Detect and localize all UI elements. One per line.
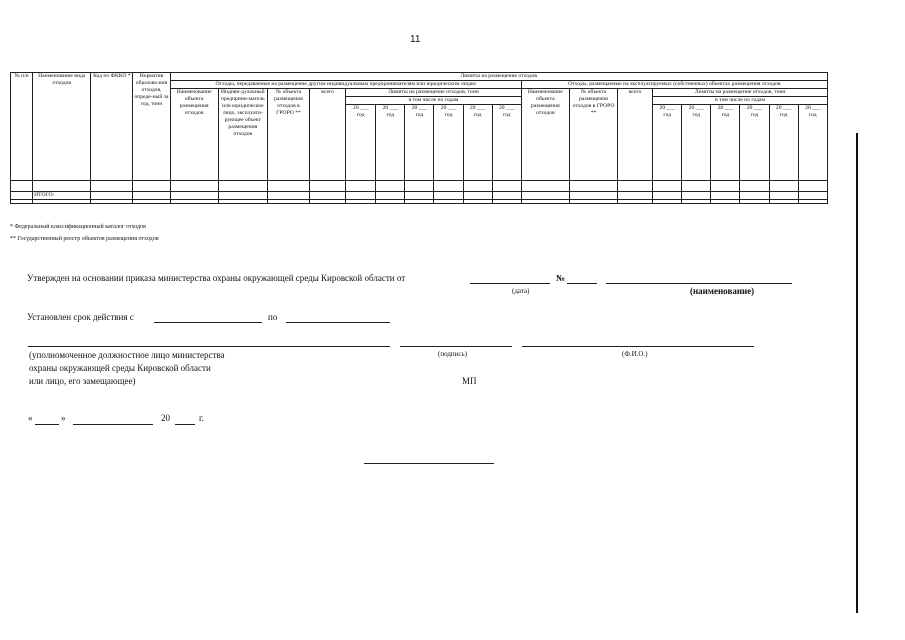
year-label: 20 ___ [659, 104, 675, 111]
year-cell [346, 104, 376, 180]
itogo-label: ИТОГО: [33, 191, 91, 199]
year-label: 20 ___ [746, 104, 763, 111]
year-unit: год [779, 111, 788, 118]
year-cell [492, 104, 521, 180]
col-name-header: Наименование вида отходов [33, 73, 91, 181]
date-caption: (дата) [512, 287, 530, 295]
year-label: 20 ___ [688, 104, 705, 111]
year-label: 20 ___ [411, 104, 428, 111]
year-unit: год [415, 111, 424, 118]
year-label: 20 ___ [382, 104, 398, 111]
waste-limits-table [10, 72, 828, 204]
approval-number-sign: № [556, 273, 566, 283]
year-unit: год [721, 111, 730, 118]
by-years-header-own: в том числе по годам [653, 96, 828, 104]
year-cell [434, 104, 463, 180]
col-code-header: Код по ФККО * [91, 73, 133, 181]
footnote-fkko: * Федеральный классификационный каталог отходов [10, 224, 146, 230]
limits-header: Лимиты на размещение отходов [170, 73, 827, 81]
date-year-suffix: г. [199, 413, 204, 423]
fio-line [522, 346, 754, 347]
date-year-line [175, 424, 195, 425]
page-number: 11 [410, 34, 421, 45]
year-label: 20 ___ [469, 104, 486, 111]
year-cell-own [682, 104, 711, 180]
validity-label: Установлен срок действия с [27, 312, 134, 322]
year-label: 20 ___ [717, 104, 734, 111]
fio-caption: (Ф.И.О.) [622, 350, 648, 358]
total-header-own: всего [618, 88, 653, 180]
year-unit: год [444, 111, 453, 118]
year-cell [376, 104, 405, 180]
table-row [11, 180, 828, 191]
year-unit: год [473, 111, 482, 118]
table-row [11, 199, 828, 203]
year-cell-own [711, 104, 740, 180]
own-objects-header: Отходы, размещаемые на эксплуатируемых (собственных) объектах размещения отходов [521, 80, 827, 88]
year-cell-own [798, 104, 827, 180]
official-line-3: или лицо, его замещающее) [29, 376, 136, 386]
year-unit: год [386, 111, 395, 118]
year-cell-own [653, 104, 682, 180]
end-divider [364, 463, 494, 464]
year-unit: год [809, 111, 817, 118]
object-number-header: № объекта размещения отходов в ГРОРО ** [267, 88, 309, 180]
date-open-quote: « [28, 413, 33, 423]
scan-edge-line [856, 133, 858, 613]
signature-caption: (подпись) [438, 350, 468, 358]
year-label: 20 ___ [775, 104, 792, 111]
year-unit: год [502, 111, 511, 118]
date-year-prefix: 20 [161, 413, 170, 423]
operator-header: Индиви-дуальный предприни-матель или юридическое лицо, эксплуати-рующее объект размещения отходов [218, 88, 267, 180]
year-unit: год [663, 111, 672, 118]
year-label: 20 ___ [440, 104, 457, 111]
limits-tonn-header-own: Лимиты на размещение отходов, тонн [653, 88, 828, 96]
official-line-2: охраны окружающей среды Кировской области [29, 363, 211, 373]
year-unit: год [356, 111, 365, 118]
object-name-header-own: Наименование объекта размещения отходов [521, 88, 569, 180]
year-cell-own [769, 104, 798, 180]
transferred-header: Отходы, передаваемые на размещение другим индивидуальным предпринимателям или юридическим лицам [170, 80, 521, 88]
date-day-line [35, 424, 59, 425]
date-month-line [73, 424, 153, 425]
validity-from-line [154, 322, 262, 323]
stamp-label: МП [462, 376, 477, 386]
date-close-quote: » [61, 413, 66, 423]
approval-name-line [606, 283, 792, 284]
approval-date-line [470, 283, 550, 284]
year-label: 20 ___ [498, 104, 515, 111]
year-cell [463, 104, 492, 180]
col-number-header: № п/и [11, 73, 33, 181]
object-number-header-own: № объекта размещения отходов в ГРОРО ** [569, 88, 617, 180]
footnote-groro: ** Государственный реестр объектов размещения отходов [10, 236, 159, 242]
signature-line [400, 346, 512, 347]
validity-to-label: по [268, 312, 278, 322]
object-name-header: Наименование объекта размещения отходов [170, 88, 218, 180]
total-header: всего [310, 88, 346, 180]
year-label: 20 ___ [805, 104, 821, 111]
official-line-1: (уполномоченное должностное лицо министерства [29, 350, 225, 360]
year-cell [405, 104, 434, 180]
year-unit: год [692, 111, 701, 118]
validity-to-line [286, 322, 390, 323]
col-norm-header: Норматив образова-ния отходов, опреде-ный за год, тонн [133, 73, 170, 181]
year-label: 20 ___ [353, 104, 369, 111]
official-position-line [28, 346, 390, 347]
approval-number-line [567, 283, 597, 284]
limits-tonn-header: Лимиты на размещение отходов, тонн [346, 88, 522, 96]
year-cell-own [740, 104, 769, 180]
total-row [11, 191, 828, 199]
by-years-header: в том числе по годам [346, 96, 522, 104]
year-unit: год [750, 111, 759, 118]
approval-text: Утвержден на основании приказа министерства охраны окружающей среды Кировской области от [27, 273, 406, 283]
name-caption: (наименование) [690, 286, 755, 296]
